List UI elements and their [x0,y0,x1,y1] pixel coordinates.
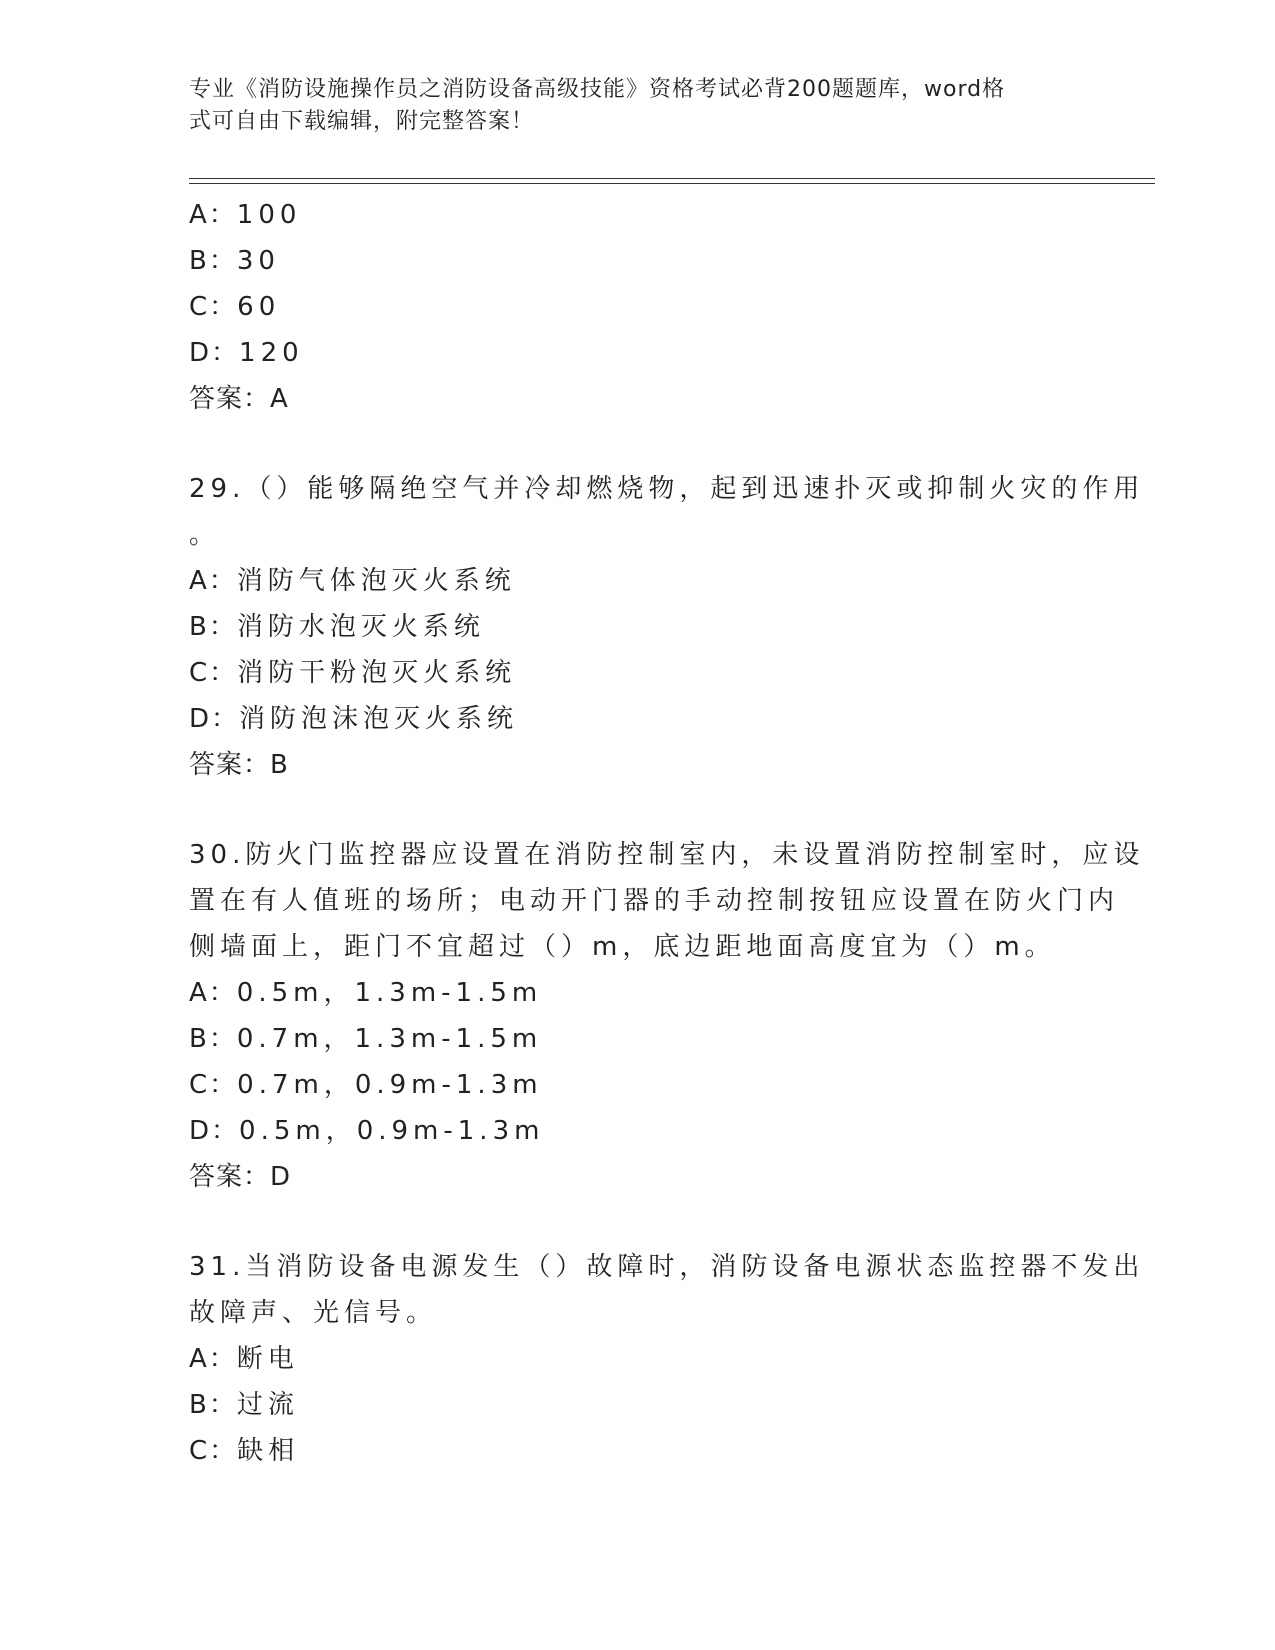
question-28 [189,192,1089,422]
spacer [189,788,1089,832]
option-a [189,970,1089,1016]
option-key: B： [189,612,237,642]
option-text: 60 [237,292,281,322]
option-c [189,1428,1089,1474]
option-key: B： [189,1390,237,1420]
option-key: A： [189,566,237,596]
option-key: D： [189,338,240,368]
question-30 [189,832,1145,1200]
option-d [189,330,1089,376]
option-c [189,1062,1089,1108]
option-text: 0.7m，1.3m-1.5m [236,1024,543,1054]
option-key: D： [189,704,240,734]
option-text: 缺相 [237,1436,300,1466]
question-stem: 。 [189,520,221,550]
option-key: A： [189,1344,237,1374]
option-d [189,696,1089,742]
option-c [189,650,1089,696]
option-text: 消防干粉泡灭火系统 [237,658,517,688]
option-b [189,1382,1089,1428]
header-divider-bottom [189,183,1155,184]
option-text: 断电 [236,1344,299,1374]
question-stem: 故障声、光信号。 [189,1298,438,1328]
option-key: B： [189,1024,237,1054]
option-a [189,558,1089,604]
option-key: C： [189,1070,238,1100]
question-stem: 侧墙面上，距门不宜超过（）m，底边距地面高度宜为（）m。 [189,932,1056,962]
option-key: C： [189,658,238,688]
question-stem: 置在有人值班的场所；电动开门器的手动控制按钮应设置在防火门内 [189,886,1120,916]
answer-line: 答案：D [189,1162,292,1192]
header-divider-top [189,178,1155,179]
option-text: 0.5m，1.3m-1.5m [236,978,543,1008]
spacer [189,422,1089,466]
option-text: 0.5m，0.9m-1.3m [239,1116,545,1146]
answer-line: 答案：B [189,750,289,780]
option-text: 过流 [236,1390,299,1420]
question-stem: 30.防火门监控器应设置在消防控制室内，未设置消防控制室时，应设 [189,840,1145,870]
option-text: 消防水泡灭火系统 [236,612,485,642]
option-a [189,1336,1089,1382]
option-text: 消防气体泡灭火系统 [236,566,516,596]
option-key: A： [189,978,237,1008]
option-a [189,192,1089,238]
header-line-2: 式可自由下载编辑，附完整答案！ [189,109,535,134]
question-list [189,192,1145,1474]
answer-line: 答案：A [189,384,289,414]
question-31 [189,1244,1145,1474]
option-text: 30 [236,246,280,276]
option-key: C： [189,1436,238,1466]
document-header [189,74,1069,138]
option-text: 100 [236,200,302,230]
option-c [189,284,1089,330]
option-text: 消防泡沫泡灭火系统 [239,704,519,734]
option-key: A： [189,200,237,230]
option-d [189,1108,1089,1154]
option-b [189,238,1089,284]
question-stem: 31.当消防设备电源发生（）故障时，消防设备电源状态监控器不发出 [189,1252,1145,1282]
option-b [189,604,1089,650]
question-stem: 29.（）能够隔绝空气并冷却燃烧物，起到迅速扑灭或抑制火灾的作用 [189,474,1145,504]
question-29 [189,466,1145,788]
option-text: 120 [239,338,304,368]
spacer [189,1200,1089,1244]
header-line-1: 专业《消防设施操作员之消防设备高级技能》资格考试必背200题题库，word格 [189,77,1006,102]
option-b [189,1016,1089,1062]
option-text: 0.7m，0.9m-1.3m [237,1070,543,1100]
option-key: D： [189,1116,240,1146]
option-key: C： [189,292,238,322]
option-key: B： [189,246,237,276]
